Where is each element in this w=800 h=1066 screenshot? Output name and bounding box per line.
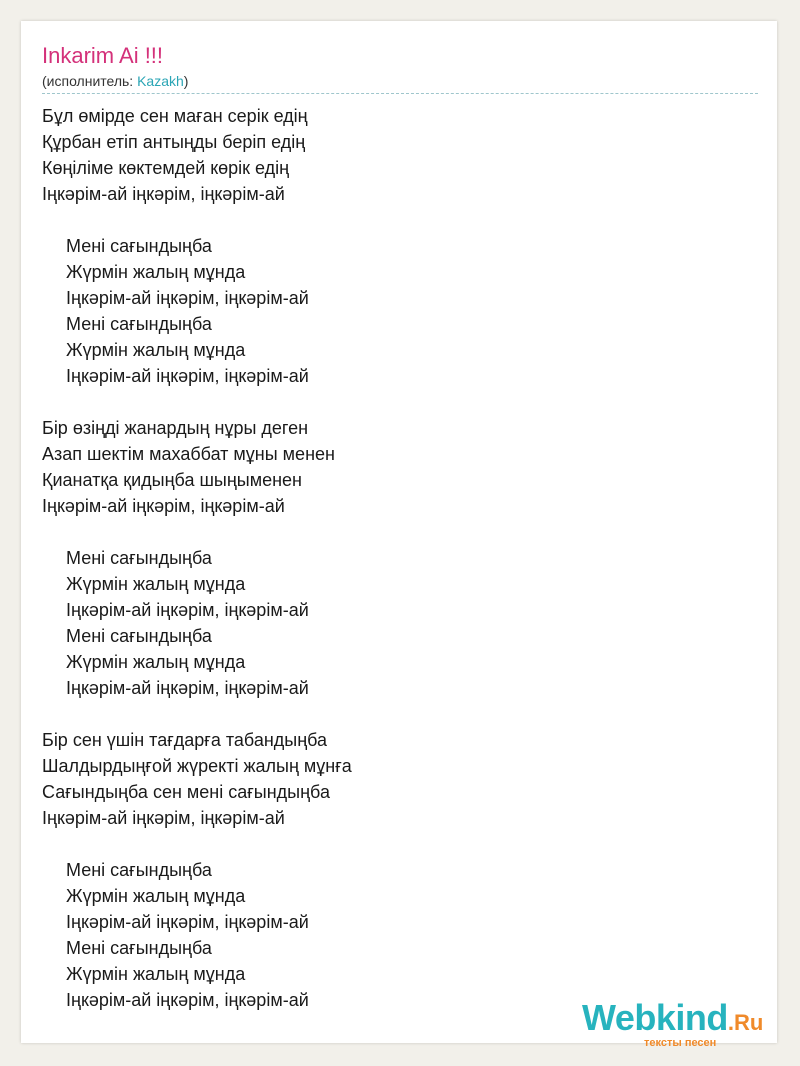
lyric-line: Шалдырдыңғой жүректі жалың мұнға xyxy=(42,756,352,776)
lyric-line: Сағындыңба сен мені сағындыңба xyxy=(42,782,330,802)
lyric-line: Жүрмін жалың мұнда xyxy=(66,262,246,282)
lyric-line: Мені сағындыңба xyxy=(66,314,212,334)
lyric-line: Бұл өмірде сен маған серік едің xyxy=(42,106,308,126)
lyric-line: Іңкәрім-ай іңкәрім, іңкәрім-ай xyxy=(66,678,309,698)
logo-brand: Webkind xyxy=(582,997,728,1038)
lyric-line: Мені сағындыңба xyxy=(66,626,212,646)
lyrics-card xyxy=(21,21,777,1049)
lyrics-body xyxy=(42,103,352,1013)
lyric-line: Жүрмін жалың мұнда xyxy=(66,886,246,906)
webkind-logo[interactable] xyxy=(582,997,764,1049)
lyric-line: Іңкәрім-ай іңкәрім, іңкәрім-ай xyxy=(66,600,309,620)
lyric-line: Мені сағындыңба xyxy=(66,236,212,256)
lyric-line: Іңкәрім-ай іңкәрім, іңкәрім-ай xyxy=(42,808,285,828)
lyric-line: Көңіліме көктемдей көрік едің xyxy=(42,158,290,178)
lyric-line: Іңкәрім-ай іңкәрім, іңкәрім-ай xyxy=(66,288,309,308)
lyric-line: Мені сағындыңба xyxy=(66,860,212,880)
lyric-line: Азап шектім махаббат мұны менен xyxy=(42,444,335,464)
lyric-line: Іңкәрім-ай іңкәрім, іңкәрім-ай xyxy=(42,496,285,516)
artist-suffix: ) xyxy=(183,73,189,89)
lyric-line: Бір сен үшін тағдарға табандыңба xyxy=(42,730,328,750)
artist-link[interactable]: Kazakh xyxy=(137,73,184,89)
lyric-line: Жүрмін жалың мұнда xyxy=(66,964,246,984)
title-divider xyxy=(42,93,758,94)
lyric-line: Құрбан етіп антыңды беріп едің xyxy=(42,132,306,152)
lyric-line: Жүрмін жалың мұнда xyxy=(66,340,246,360)
lyric-line: Қианатқа қидыңба шыңыменен xyxy=(42,470,302,490)
artist-prefix: (исполнитель: xyxy=(42,73,138,89)
song-title: Inkarim Ai !!! xyxy=(42,43,164,68)
lyric-line: Мені сағындыңба xyxy=(66,548,212,568)
stanza-break xyxy=(42,519,352,545)
artist-line xyxy=(42,73,188,89)
lyric-line: Іңкәрім-ай іңкәрім, іңкәрім-ай xyxy=(66,366,309,386)
stanza-break xyxy=(42,389,352,415)
lyric-line: Іңкәрім-ай іңкәрім, іңкәрім-ай xyxy=(42,184,285,204)
logo-tagline: тексты песен xyxy=(644,1037,717,1049)
lyric-line: Жүрмін жалың мұнда xyxy=(66,652,246,672)
lyric-line: Іңкәрім-ай іңкәрім, іңкәрім-ай xyxy=(66,990,309,1010)
stanza-break xyxy=(42,831,352,857)
lyric-line: Жүрмін жалың мұнда xyxy=(66,574,246,594)
lyric-line: Мені сағындыңба xyxy=(66,938,212,958)
stanza-break xyxy=(42,207,352,233)
lyric-line: Іңкәрім-ай іңкәрім, іңкәрім-ай xyxy=(66,912,309,932)
logo-tld: .Ru xyxy=(727,1010,764,1035)
stanza-break xyxy=(42,701,352,727)
lyric-line: Бір өзіңді жанардың нұры деген xyxy=(42,418,309,438)
